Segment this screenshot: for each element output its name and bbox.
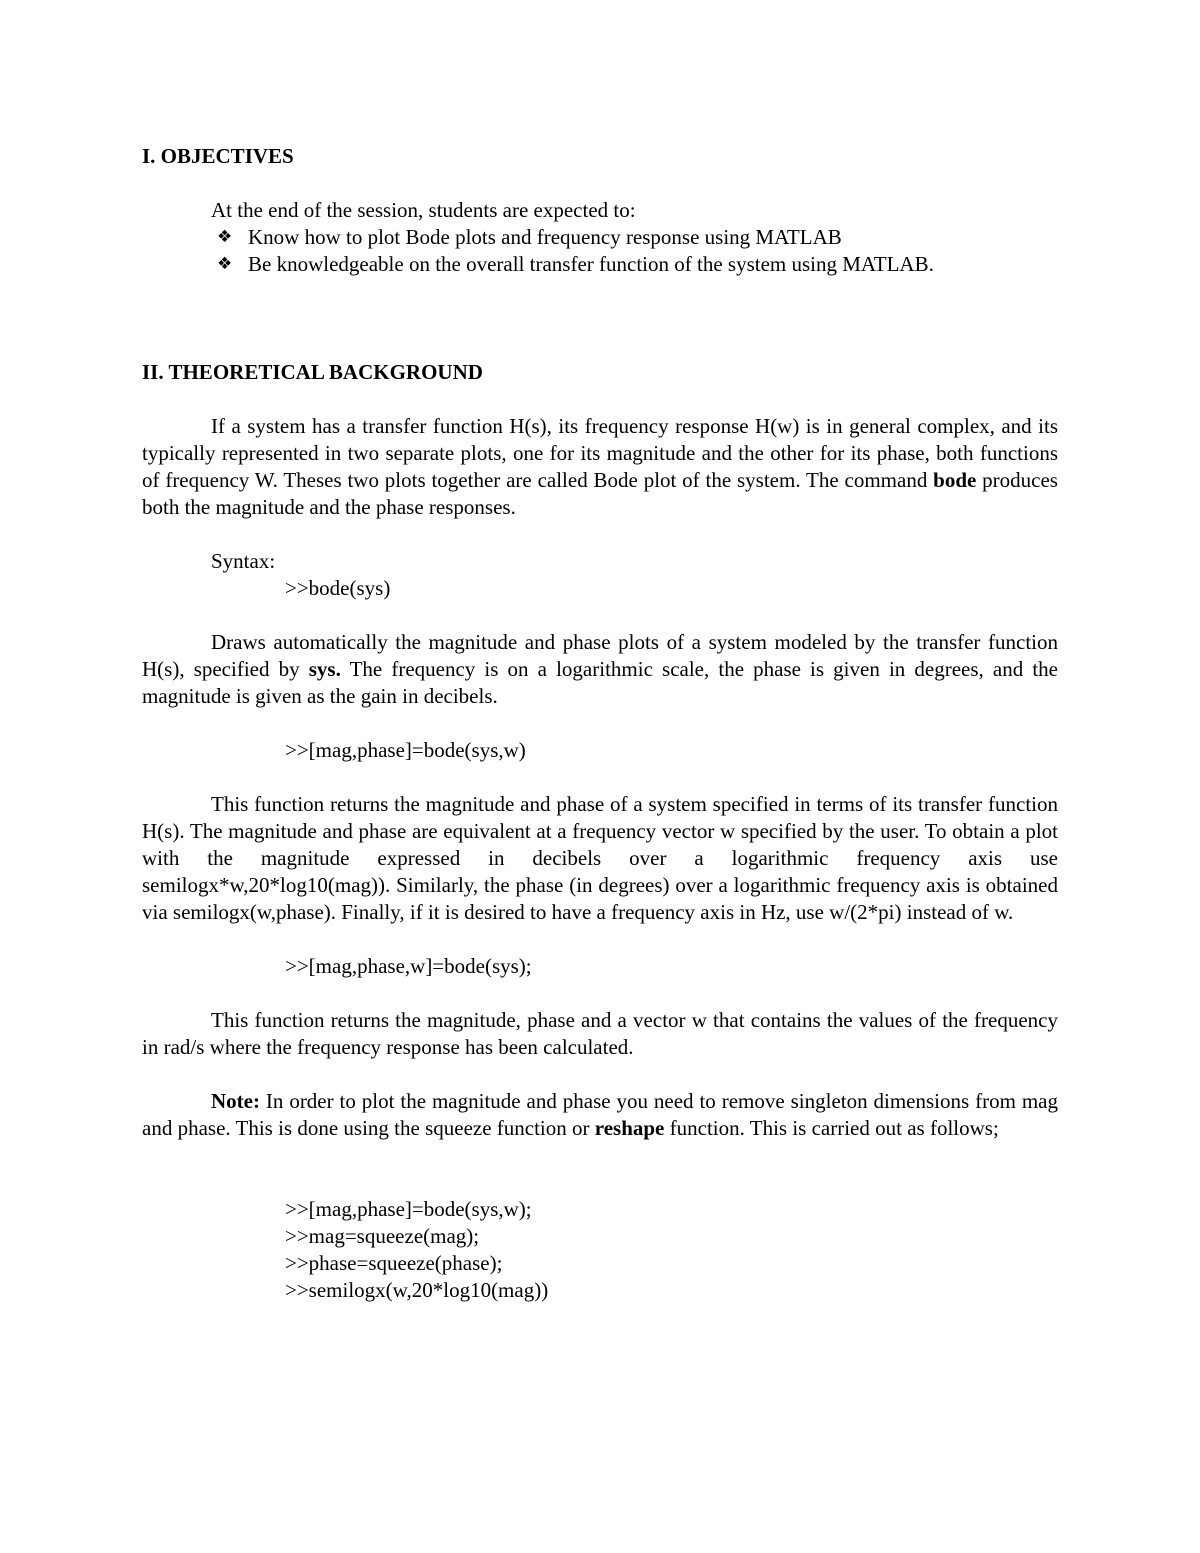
code-line: >>bode(sys) — [285, 576, 391, 600]
paragraph-text: In order to plot the magnitude and phase you need to remove singleton dimensions from mag and phase. This is done using the squeeze function or — [142, 1089, 1058, 1140]
objectives-intro: At the end of the session, students are expected to: — [211, 198, 636, 222]
objective-text: Know how to plot Bode plots and frequency response using MATLAB — [248, 225, 842, 249]
paragraph-text: function. This is carried out as follows; — [664, 1116, 999, 1140]
paragraph-text: Draws automatically the magnitude and phase plots of a system modeled by the transfer function H(s), specified by — [142, 630, 1058, 681]
code-line: >>[mag,phase]=bode(sys,w) — [285, 738, 526, 762]
theory-paragraph: This function returns the magnitude, phase and a vector w that contains the values of the frequency in rad/s where the frequency response has been calculated. — [142, 1008, 1058, 1059]
bold-term: sys. — [308, 657, 341, 681]
theory-heading: II. THEORETICAL BACKGROUND — [142, 360, 483, 384]
note-paragraph — [142, 1088, 1058, 1142]
paragraph-text: The frequency is on a logarithmic scale, the phase is given in degrees, and the magnitude is given as the gain in decibels. — [142, 657, 1058, 708]
paragraph-text: If a system has a transfer function H(s), its frequency response H(w) is in general complex, and its typically represented in two separate plots, one for its magnitude and the other for its phase, both functions of frequency W. Theses two plots together are called Bode plot of the system. The command — [142, 414, 1058, 492]
syntax-label: Syntax: — [211, 549, 276, 573]
theory-paragraph — [142, 629, 1058, 710]
document-page — [142, 143, 1058, 1304]
paragraph-text: produces both the magnitude and the phase responses. — [142, 468, 1058, 519]
code-line: >>[mag,phase]=bode(sys,w); — [285, 1197, 532, 1221]
code-line: >>mag=squeeze(mag); — [285, 1224, 480, 1248]
code-line: >>[mag,phase,w]=bode(sys); — [285, 954, 532, 978]
note-label: Note: — [211, 1089, 260, 1113]
objectives-heading: I. OBJECTIVES — [142, 144, 294, 168]
list-item — [179, 224, 1058, 251]
bold-term: reshape — [594, 1116, 665, 1140]
code-line: >>semilogx(w,20*log10(mag)) — [285, 1278, 549, 1302]
code-line: >>phase=squeeze(phase); — [285, 1251, 503, 1275]
diamond-bullet-icon: ❖ — [217, 227, 233, 247]
objectives-list — [142, 224, 1058, 278]
theory-paragraph — [142, 413, 1058, 521]
bold-term: bode — [933, 468, 977, 492]
objective-text: Be knowledgeable on the overall transfer function of the system using MATLAB. — [248, 252, 934, 276]
diamond-bullet-icon: ❖ — [217, 254, 233, 274]
theory-paragraph: This function returns the magnitude and phase of a system specified in terms of its transfer function H(s). The magnitude and phase are equivalent at a frequency vector w specified by the user. To obtain a plot with the magnitude expressed in decibels over a logarithmic frequency axis use semilogx*w,20*log10(mag)). Similarly, the phase (in degrees) over a logarithmic frequency axis is obtained via semilogx(w,phase). Finally, if it is desired to have a frequency axis in Hz, use w/(2*pi) instead of w. — [142, 792, 1058, 924]
list-item — [179, 251, 1058, 278]
